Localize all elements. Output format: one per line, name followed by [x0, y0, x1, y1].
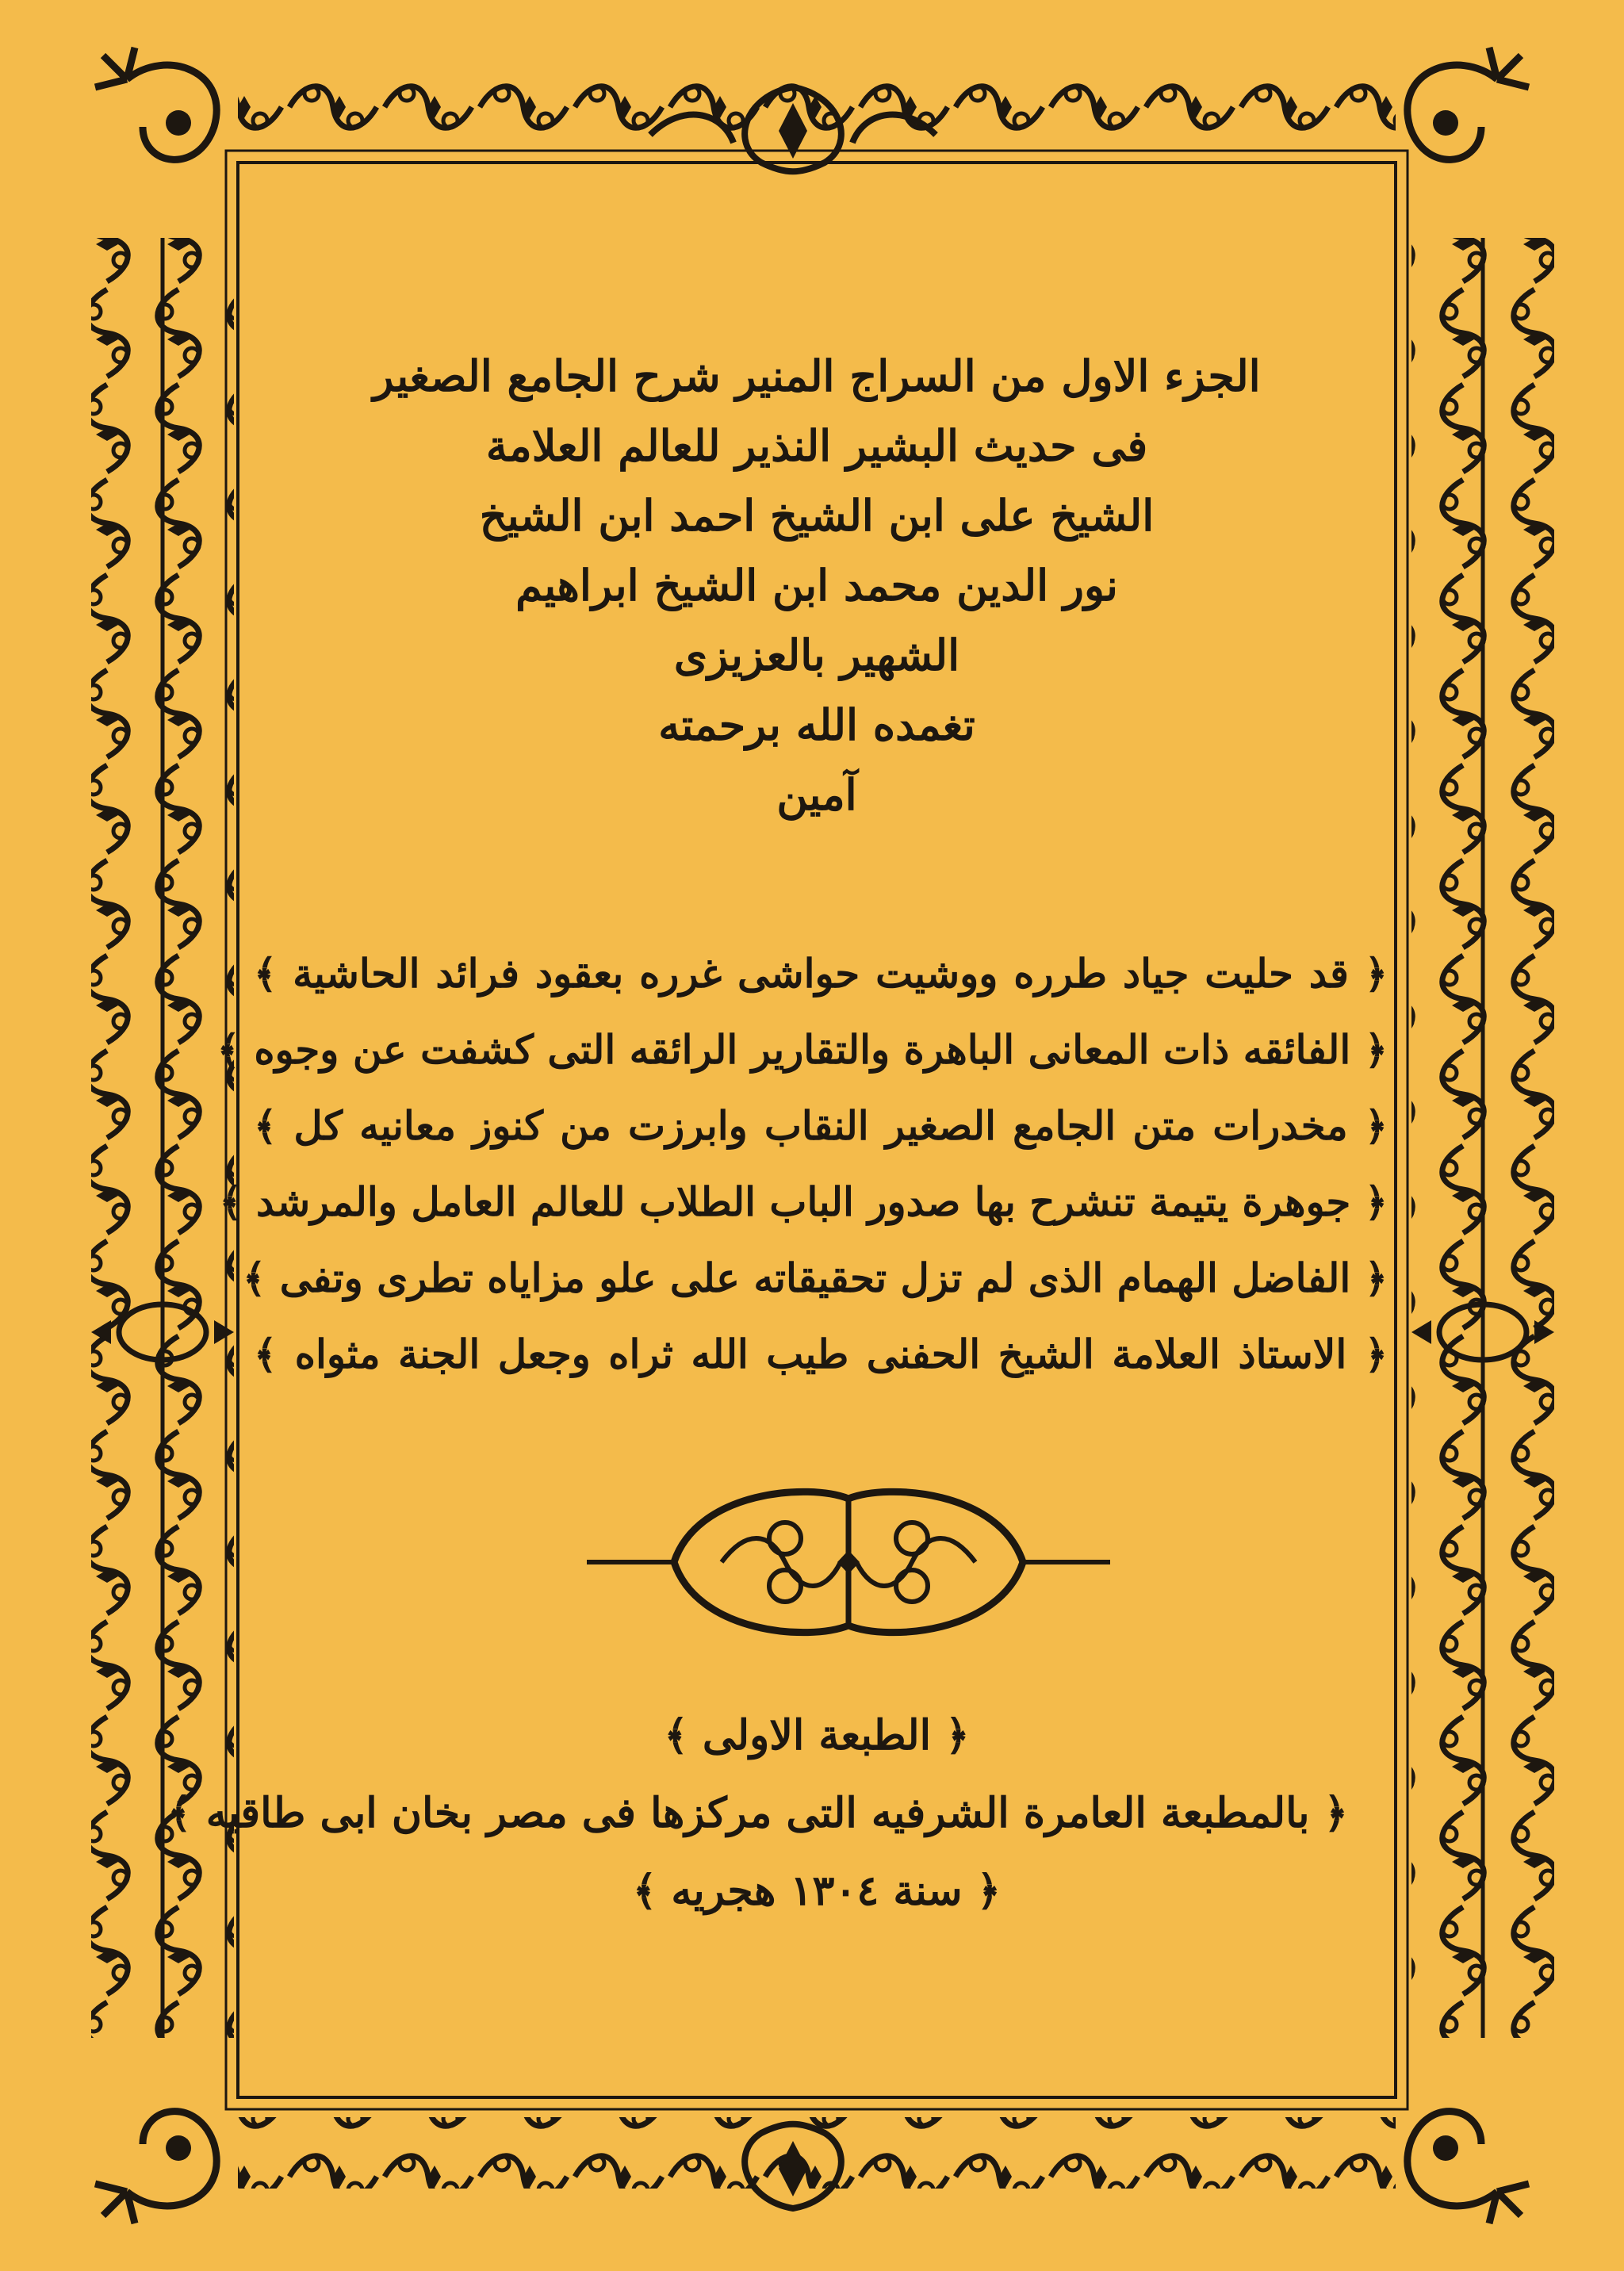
title-line-3: الشيخ على ابن الشيخ احمد ابن الشيخ — [479, 490, 1155, 541]
imprint-block — [167, 1697, 1348, 1930]
corner-top-left-icon — [95, 48, 216, 159]
edition-label: ﴿ الطبعة الاولى ﴾ — [664, 1711, 970, 1760]
description-line-1: ﴿ قد حليت جياد طرره ووشيت حواشى غرره بعقود فرائد الحاشية ﴾ — [254, 950, 1388, 997]
description-line-6: ﴿ الاستاذ العلامة الشيخ الحفنى طيب الله ثراه وجعل الجنة مثواه ﴾ — [254, 1331, 1388, 1377]
right-border-band — [1411, 238, 1554, 2038]
description-line-2: ﴿ الفائقه ذات المعانى الباهرة والتقارير الرائقه التى كشفت عن وجوه ﴾ — [216, 1026, 1388, 1073]
description-line-4: ﴿ جوهرة يتيمة تنشرح بها صدور الباب الطلاب للعالم العامل والمرشد ﴾ — [219, 1178, 1388, 1225]
corner-bottom-left-icon — [95, 2112, 216, 2223]
title-line-7: آمين — [776, 769, 857, 820]
corner-bottom-right-icon — [1408, 2112, 1529, 2223]
left-border-band — [91, 238, 234, 2038]
title-line-1: الجزء الاول من السراج المنير شرح الجامع الصغير — [373, 350, 1261, 401]
title-line-6: تغمده الله برحمته — [658, 699, 975, 750]
description-line-3: ﴿ مخدرات متن الجامع الصغير النقاب وابرزت من كنوز معانيه كل ﴾ — [254, 1102, 1388, 1149]
title-line-4: نور الدين محمد ابن الشيخ ابراهيم — [515, 560, 1118, 611]
description-block — [216, 936, 1388, 1392]
title-line-2: فى حديث البشير النذير للعالم العلامة — [485, 420, 1148, 471]
corner-top-right-icon — [1408, 48, 1529, 159]
arabesque-medallion-icon — [579, 1475, 1118, 1649]
top-border-band — [238, 75, 1396, 147]
description-line-5: ﴿ الفاضل الهمام الذى لم تزل تحقيقاته على علو مزاياه تطرى وتفى ﴾ — [243, 1254, 1388, 1301]
title-line-5: الشهير بالعزيزى — [673, 630, 960, 680]
year-label: ﴿ سنة ١٣٠٤ هجريه ﴾ — [632, 1867, 1002, 1915]
title-block — [349, 341, 1285, 829]
press-label: ﴿ بالمطبعة العامرة الشرفيه التى مركزها فى مصر بخان ابى طاقيه ﴾ — [167, 1789, 1348, 1837]
